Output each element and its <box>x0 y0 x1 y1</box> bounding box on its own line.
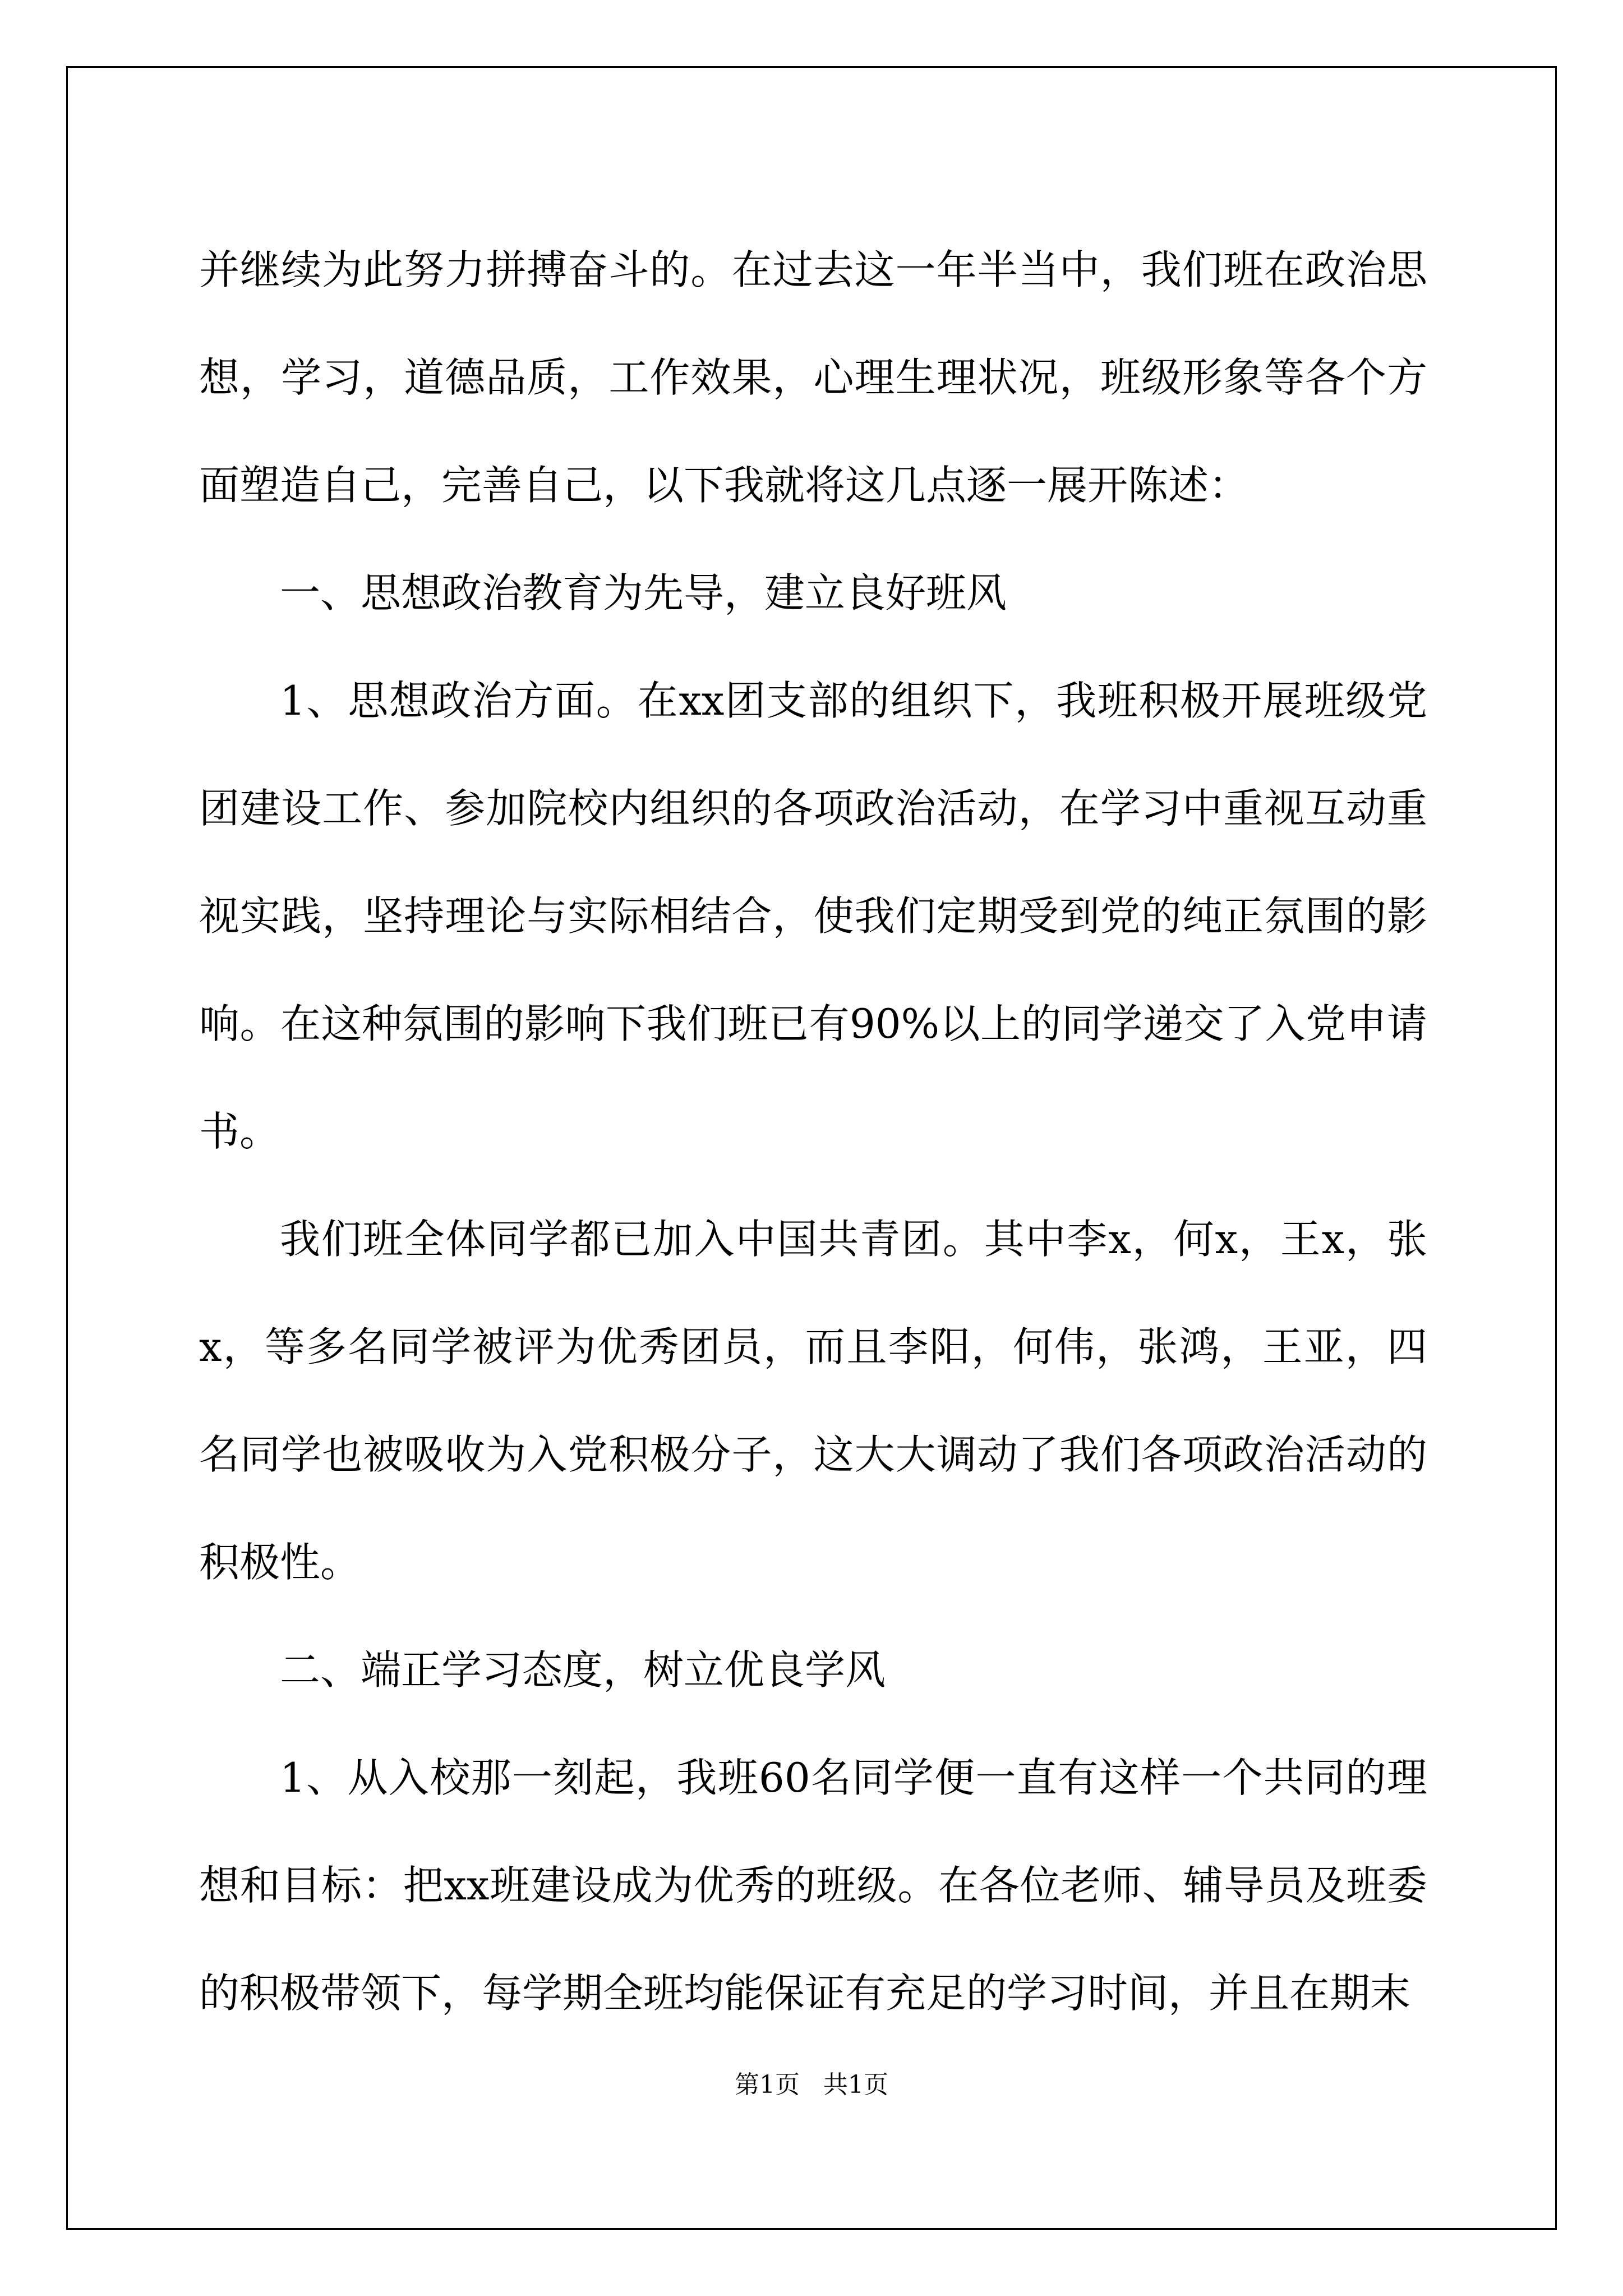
document-body <box>199 216 1427 2047</box>
section-heading-1: 一、思想政治教育为先导，建立良好班风 <box>280 569 1007 616</box>
paragraph-2: 1、思想政治方面。在xx团支部的组织下，我班积极开展班级党团建设工作、参加院校内组织的各项政治活动，在学习中重视互动重视实践，坚持理论与实际相结合，使我们定期受到党的纯正氛围的影响。在这种氛围的影响下我们班已有90%以上的同学递交了入党申请书。 <box>199 677 1427 1155</box>
paragraph-3: 我们班全体同学都已加入中国共青团。其中李x，何x，王x，张x，等多名同学被评为优秀团员，而且李阳，何伟，张鸿，王亚，四名同学也被吸收为入党积极分子，这大大调动了我们各项政治活动的积极性。 <box>199 1216 1427 1586</box>
page-footer: 第1页 共1页 <box>735 2070 888 2099</box>
paragraph-4: 1、从入校那一刻起，我班60名同学便一直有这样一个共同的理想和目标：把xx班建设成为优秀的班级。在各位老师、辅导员及班委的积极带领下，每学期全班均能保证有充足的学习时间，并且在期末 <box>199 1754 1427 2017</box>
paragraph-1: 并继续为此努力拼搏奋斗的。在过去这一年半当中，我们班在政治思想，学习，道德品质，工作效果，心理生理状况，班级形象等各个方面塑造自己，完善自己，以下我就将这几点逐一展开陈述： <box>199 246 1427 509</box>
section-heading-2: 二、端正学习态度，树立优良学风 <box>280 1646 886 1694</box>
